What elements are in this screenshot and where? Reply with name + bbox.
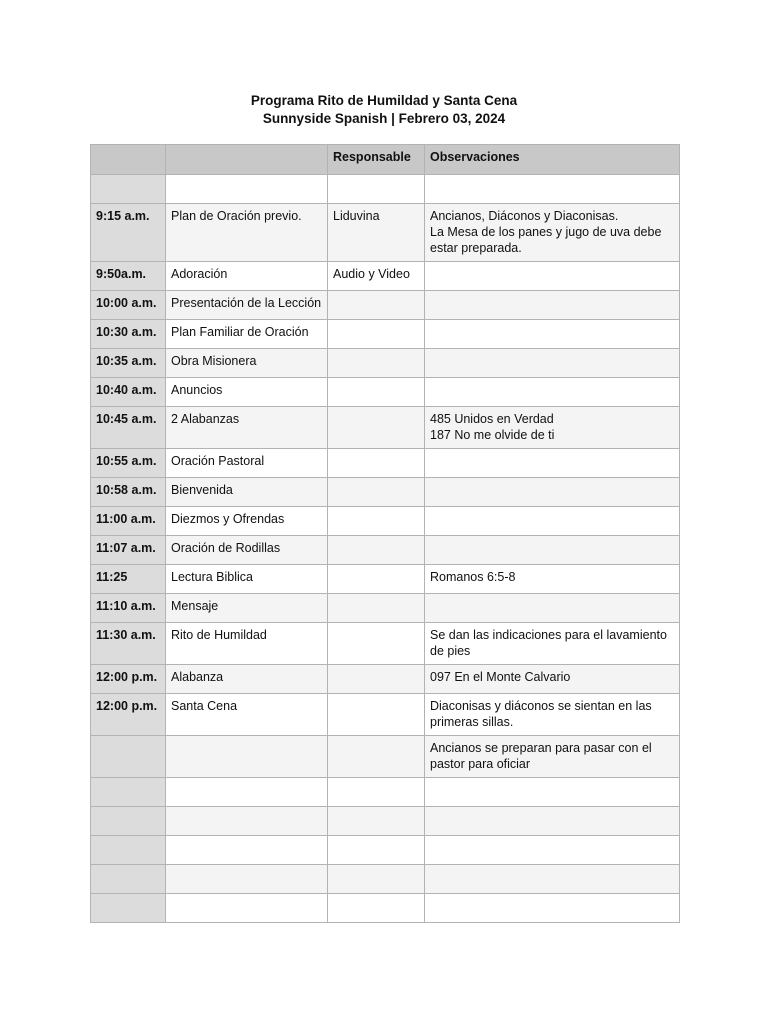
notes-line: Diaconisas y diáconos se sientan en las primeras sillas. [430, 699, 652, 729]
responsible-cell [328, 807, 425, 836]
header-activity [166, 145, 328, 175]
activity-cell [166, 865, 328, 894]
table-row [91, 507, 680, 536]
responsible-cell: Audio y Video [328, 262, 425, 291]
header-notes: Observaciones [425, 145, 680, 175]
table-row [91, 623, 680, 665]
activity-cell: Obra Misionera [166, 349, 328, 378]
time-cell [91, 175, 166, 204]
responsible-cell [328, 378, 425, 407]
notes-cell [425, 507, 680, 536]
responsible-cell [328, 565, 425, 594]
activity-cell: Diezmos y Ofrendas [166, 507, 328, 536]
notes-cell [425, 291, 680, 320]
notes-line: Se dan las indicaciones para el lavamiento de pies [430, 628, 667, 658]
time-cell: 10:40 a.m. [91, 378, 166, 407]
responsible-cell [328, 320, 425, 349]
time-cell [91, 736, 166, 778]
responsible-cell: Liduvina [328, 204, 425, 262]
table-row [91, 291, 680, 320]
title-line-1: Programa Rito de Humildad y Santa Cena [250, 93, 518, 108]
header-responsible: Responsable [328, 145, 425, 175]
notes-line: Romanos 6:5-8 [430, 570, 516, 584]
responsible-cell [328, 623, 425, 665]
time-cell: 11:00 a.m. [91, 507, 166, 536]
activity-cell: Plan Familiar de Oración [166, 320, 328, 349]
page-title [0, 92, 768, 128]
time-cell: 10:58 a.m. [91, 478, 166, 507]
responsible-cell [328, 175, 425, 204]
time-cell: 9:50a.m. [91, 262, 166, 291]
table-row [91, 449, 680, 478]
activity-cell: Rito de Humildad [166, 623, 328, 665]
activity-cell [166, 736, 328, 778]
notes-cell [425, 320, 680, 349]
notes-cell [425, 204, 680, 262]
notes-cell [425, 407, 680, 449]
notes-cell [425, 623, 680, 665]
table-row [91, 378, 680, 407]
notes-cell [425, 865, 680, 894]
responsible-cell [328, 894, 425, 923]
time-cell [91, 778, 166, 807]
table-row [91, 807, 680, 836]
responsible-cell [328, 536, 425, 565]
responsible-cell [328, 665, 425, 694]
notes-cell [425, 894, 680, 923]
table-row [91, 349, 680, 378]
responsible-cell [328, 449, 425, 478]
time-cell: 11:07 a.m. [91, 536, 166, 565]
table-row [91, 536, 680, 565]
notes-cell [425, 565, 680, 594]
table-row [91, 865, 680, 894]
notes-line: 187 No me olvide de ti [430, 428, 555, 442]
table-row [91, 204, 680, 262]
time-cell [91, 836, 166, 865]
activity-cell [166, 807, 328, 836]
table-row [91, 736, 680, 778]
table-row [91, 594, 680, 623]
header-time [91, 145, 166, 175]
table-row [91, 565, 680, 594]
activity-cell: Adoración [166, 262, 328, 291]
table-row [91, 262, 680, 291]
activity-cell: Plan de Oración previo. [166, 204, 328, 262]
time-cell [91, 894, 166, 923]
activity-cell [166, 175, 328, 204]
activity-cell: Lectura Biblica [166, 565, 328, 594]
responsible-cell [328, 507, 425, 536]
notes-cell [425, 449, 680, 478]
time-cell: 9:15 a.m. [91, 204, 166, 262]
activity-cell: Santa Cena [166, 694, 328, 736]
table-row [91, 694, 680, 736]
notes-line: La Mesa de los panes y jugo de uva debe estar preparada. [430, 225, 662, 255]
responsible-cell [328, 836, 425, 865]
activity-cell: Mensaje [166, 594, 328, 623]
activity-cell [166, 894, 328, 923]
notes-cell [425, 349, 680, 378]
activity-cell: Oración de Rodillas [166, 536, 328, 565]
responsible-cell [328, 407, 425, 449]
notes-cell [425, 807, 680, 836]
activity-cell: 2 Alabanzas [166, 407, 328, 449]
notes-line: 485 Unidos en Verdad [430, 412, 554, 426]
table-header-row [91, 145, 680, 175]
responsible-cell [328, 594, 425, 623]
time-cell [91, 807, 166, 836]
notes-cell [425, 836, 680, 865]
table-body [91, 175, 680, 923]
time-cell: 10:45 a.m. [91, 407, 166, 449]
time-cell [91, 865, 166, 894]
table-row [91, 320, 680, 349]
time-cell: 12:00 p.m. [91, 694, 166, 736]
responsible-cell [328, 865, 425, 894]
table-row [91, 836, 680, 865]
table-row [91, 665, 680, 694]
time-cell: 11:10 a.m. [91, 594, 166, 623]
responsible-cell [328, 778, 425, 807]
program-table [90, 144, 680, 923]
responsible-cell [328, 694, 425, 736]
notes-cell [425, 262, 680, 291]
table-row [91, 894, 680, 923]
notes-line: Ancianos, Diáconos y Diaconisas. [430, 209, 619, 223]
notes-line: Ancianos se preparan para pasar con el pastor para oficiar [430, 741, 652, 771]
time-cell: 12:00 p.m. [91, 665, 166, 694]
time-cell: 11:30 a.m. [91, 623, 166, 665]
time-cell: 10:55 a.m. [91, 449, 166, 478]
responsible-cell [328, 736, 425, 778]
table-row [91, 175, 680, 204]
notes-cell [425, 175, 680, 204]
notes-cell [425, 478, 680, 507]
time-cell: 10:35 a.m. [91, 349, 166, 378]
activity-cell [166, 836, 328, 865]
notes-cell [425, 694, 680, 736]
time-cell: 10:00 a.m. [91, 291, 166, 320]
table-row [91, 407, 680, 449]
table-row [91, 478, 680, 507]
notes-cell [425, 594, 680, 623]
activity-cell: Anuncios [166, 378, 328, 407]
notes-cell [425, 536, 680, 565]
responsible-cell [328, 291, 425, 320]
notes-cell [425, 665, 680, 694]
title-line-2: Sunnyside Spanish | Febrero 03, 2024 [262, 111, 506, 126]
activity-cell: Bienvenida [166, 478, 328, 507]
notes-cell [425, 778, 680, 807]
notes-cell [425, 736, 680, 778]
notes-cell [425, 378, 680, 407]
activity-cell [166, 778, 328, 807]
responsible-cell [328, 349, 425, 378]
activity-cell: Presentación de la Lección [166, 291, 328, 320]
activity-cell: Oración Pastoral [166, 449, 328, 478]
notes-line: 097 En el Monte Calvario [430, 670, 571, 684]
responsible-cell [328, 478, 425, 507]
activity-cell: Alabanza [166, 665, 328, 694]
time-cell: 11:25 [91, 565, 166, 594]
table-row [91, 778, 680, 807]
time-cell: 10:30 a.m. [91, 320, 166, 349]
